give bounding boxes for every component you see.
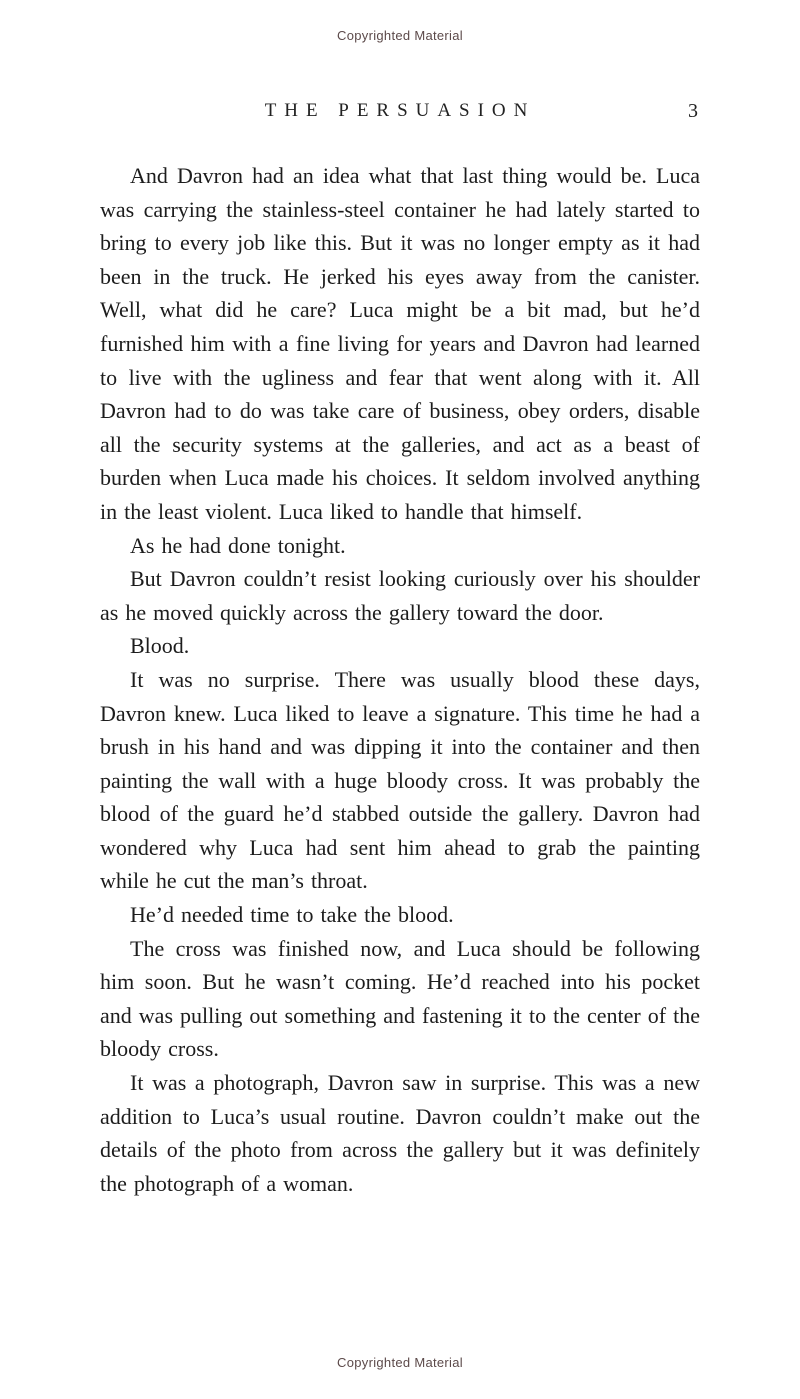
body-text [100, 159, 700, 1200]
paragraph: It was a photograph, Davron saw in surprise. This was a new addition to Luca’s usual routine. Davron couldn’t make out the details of the photo from across the gallery but it was definitely the photograph of a woman. [100, 1070, 700, 1196]
page-number: 3 [688, 100, 698, 122]
paragraph: Blood. [130, 633, 190, 659]
copyright-notice-top: Copyrighted Material [337, 28, 463, 43]
paragraph: But Davron couldn’t resist looking curiously over his shoulder as he moved quickly across the gallery toward the door. [100, 566, 700, 625]
paragraph: He’d needed time to take the blood. [130, 902, 454, 928]
paragraph: And Davron had an idea what that last thing would be. Luca was carrying the stainless-steel container he had lately started to bring to every job like this. But it was no longer empty as it had been in the truck. He jerked his eyes away from the canister. Well, what did he care? Luca might be a bit mad, but he’d furnished him with a fine living for years and Davron had learned to live with the ugliness and fear that went along with it. All Davron had to do was take care of business, obey orders, disable all the security systems at the galleries, and act as a beast of burden when Luca made his choices. It seldom involved anything in the least violent. Luca liked to handle that himself. [100, 163, 700, 524]
copyright-notice-bottom: Copyrighted Material [337, 1355, 463, 1370]
paragraph: It was no surprise. There was usually blood these days, Davron knew. Luca liked to leave a signature. This time he had a brush in his hand and was dipping it into the container and then painting the wall with a huge bloody cross. It was probably the blood of the guard he’d stabbed outside the gallery. Davron had wondered why Luca had sent him ahead to grab the painting while he cut the man’s throat. [100, 666, 700, 894]
paragraph: As he had done tonight. [130, 532, 346, 558]
page-header [100, 100, 700, 122]
paragraph: The cross was finished now, and Luca should be following him soon. But he wasn’t coming. He’d reached into his pocket and was pulling out something and fastening it to the center of the bloody cross. [100, 935, 700, 1062]
running-title: THE PERSUASION [264, 100, 536, 121]
